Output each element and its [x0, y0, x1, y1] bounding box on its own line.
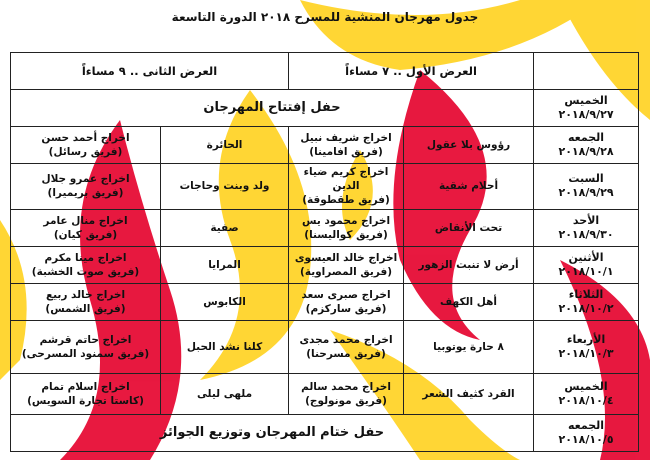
day-cell: [534, 209, 639, 246]
day-name: الجمعه: [567, 130, 605, 144]
show1-director: اخراج محمد مجدى: [299, 333, 393, 346]
day-cell: [534, 126, 639, 163]
day-cell: [534, 320, 639, 373]
header-first-show: العرض الأول .. ٧ مساءاً: [289, 53, 534, 90]
day-date: ٢٠١٨/١٠/٤: [558, 394, 614, 408]
show1-title: أهل الكهف: [404, 283, 534, 320]
show2-director: اخراج خالد ربيع: [45, 288, 126, 301]
show2-credits: [11, 209, 161, 246]
show2-director: اخراج عمرو جلال: [41, 173, 130, 186]
show2-title: الكابوس: [161, 283, 289, 320]
day-name: الخميس: [564, 380, 608, 394]
day-cell: [534, 89, 639, 126]
show2-director: اخراج حاتم قرشم: [39, 333, 132, 346]
header-row: [11, 53, 639, 90]
show2-title: صفية: [161, 209, 289, 246]
show2-title: ملهى ليلى: [161, 374, 289, 415]
day-date: ٢٠١٨/١٠/٢: [558, 301, 614, 315]
show2-team: (فريق بريميرا): [47, 187, 124, 200]
table-row: [11, 374, 639, 415]
day-date: ٢٠١٨/٩/٣٠: [558, 227, 614, 241]
opening-ceremony: حفل إفتتاح المهرجان: [11, 89, 534, 126]
show2-credits: [11, 126, 161, 163]
header-second-show: العرض الثانى .. ٩ مساءاً: [11, 53, 289, 90]
show2-title: الحائرة: [161, 126, 289, 163]
day-date: ٢٠١٨/٩/٢٨: [558, 144, 614, 158]
day-cell: [534, 283, 639, 320]
day-cell: [534, 415, 639, 452]
schedule-table: [10, 52, 639, 452]
show2-title: كلنا نشد الحبل: [161, 320, 289, 373]
show2-credits: [11, 246, 161, 283]
show2-credits: [11, 320, 161, 373]
day-cell: [534, 246, 639, 283]
show2-credits: [11, 163, 161, 209]
show2-team: (فريق الشمس): [45, 302, 126, 315]
table-row: [11, 126, 639, 163]
day-name: الأربعاء: [566, 332, 606, 346]
show1-team: (فريق كواليسنا): [304, 228, 388, 241]
day-date: ٢٠١٨/١٠/١: [558, 264, 614, 278]
show2-title: المرايا: [161, 246, 289, 283]
show1-director: اخراج خالد العيسوى: [294, 251, 398, 264]
day-date: ٢٠١٨/٩/٢٧: [558, 107, 614, 121]
table-row: [11, 283, 639, 320]
day-date: ٢٠١٨/١٠/٣: [558, 346, 614, 360]
show2-director: اخراج منال عامر: [43, 214, 128, 227]
show1-credits: [289, 126, 404, 163]
show1-team: (فريق ساركزم): [305, 302, 387, 315]
show2-team: (كاستا تجارة السويس): [27, 395, 144, 408]
show1-credits: [289, 283, 404, 320]
show1-title: القرد كثيف الشعر: [404, 374, 534, 415]
day-date: ٢٠١٨/٩/٢٩: [558, 186, 614, 200]
opening-row: [11, 89, 639, 126]
show2-team: (فريق سمنود المسرحى): [21, 347, 150, 360]
show2-director: اخراج مينا مكرم: [44, 251, 127, 264]
day-cell: [534, 374, 639, 415]
page-title: جدول مهرجان المنشية للمسرح ٢٠١٨ الدورة التاسعة: [171, 10, 479, 24]
show1-title: ٨ حارة يوتوبيا: [404, 320, 534, 373]
day-name: الجمعه: [567, 419, 605, 433]
show1-team: (فريق افامينا): [309, 145, 383, 158]
show2-team: (فريق رسائل): [48, 145, 123, 158]
show2-team: (فريق كيان): [53, 228, 118, 241]
show1-team: (فريق المصراوية): [300, 265, 392, 278]
day-name: الأثنين: [568, 250, 604, 264]
day-name: الأحد: [572, 213, 600, 227]
show1-credits: [289, 320, 404, 373]
show2-title: ولد وبنت وحاجات: [161, 163, 289, 209]
show1-credits: [289, 374, 404, 415]
show1-team: (فريق مونولوج): [305, 395, 387, 408]
closing-row: [11, 415, 639, 452]
closing-ceremony: حفل ختام المهرجان وتوزيع الجوائز: [11, 415, 534, 452]
show1-credits: [289, 209, 404, 246]
show1-director: اخراج كريم ضياء الدين: [303, 166, 389, 193]
show1-title: رؤوس بلا عقول: [404, 126, 534, 163]
show1-credits: [289, 246, 404, 283]
table-row: [11, 246, 639, 283]
show2-director: اخراج اسلام تمام: [41, 381, 130, 394]
table-row: [11, 320, 639, 373]
header-day-cell: [534, 53, 639, 90]
show1-title: أحلام شقية: [404, 163, 534, 209]
show1-director: اخراج محمود يس: [302, 214, 391, 227]
show2-team: (فريق صوت الخشبة): [31, 265, 140, 278]
show1-director: اخراج شريف نبيل: [300, 131, 392, 144]
day-date: ٢٠١٨/١٠/٥: [558, 433, 614, 447]
show1-credits: [289, 163, 404, 209]
show1-director: اخراج محمد سالم: [301, 381, 391, 394]
show1-director: اخراج صبرى سعد: [301, 288, 391, 301]
day-cell: [534, 163, 639, 209]
show1-title: تحت الأنقاض: [404, 209, 534, 246]
show1-team: (فريق طقطوقة): [302, 194, 390, 207]
show2-director: اخراج أحمد حسن: [41, 131, 130, 144]
table-row: [11, 209, 639, 246]
show1-team: (فريق مسرحنا): [306, 347, 386, 360]
show2-credits: [11, 283, 161, 320]
table-row: [11, 163, 639, 209]
show2-credits: [11, 374, 161, 415]
show1-title: أرض لا تنبت الزهور: [404, 246, 534, 283]
day-name: السبت: [568, 172, 604, 186]
day-name: الخميس: [564, 93, 608, 107]
day-name: الثلاثاء: [568, 287, 604, 301]
